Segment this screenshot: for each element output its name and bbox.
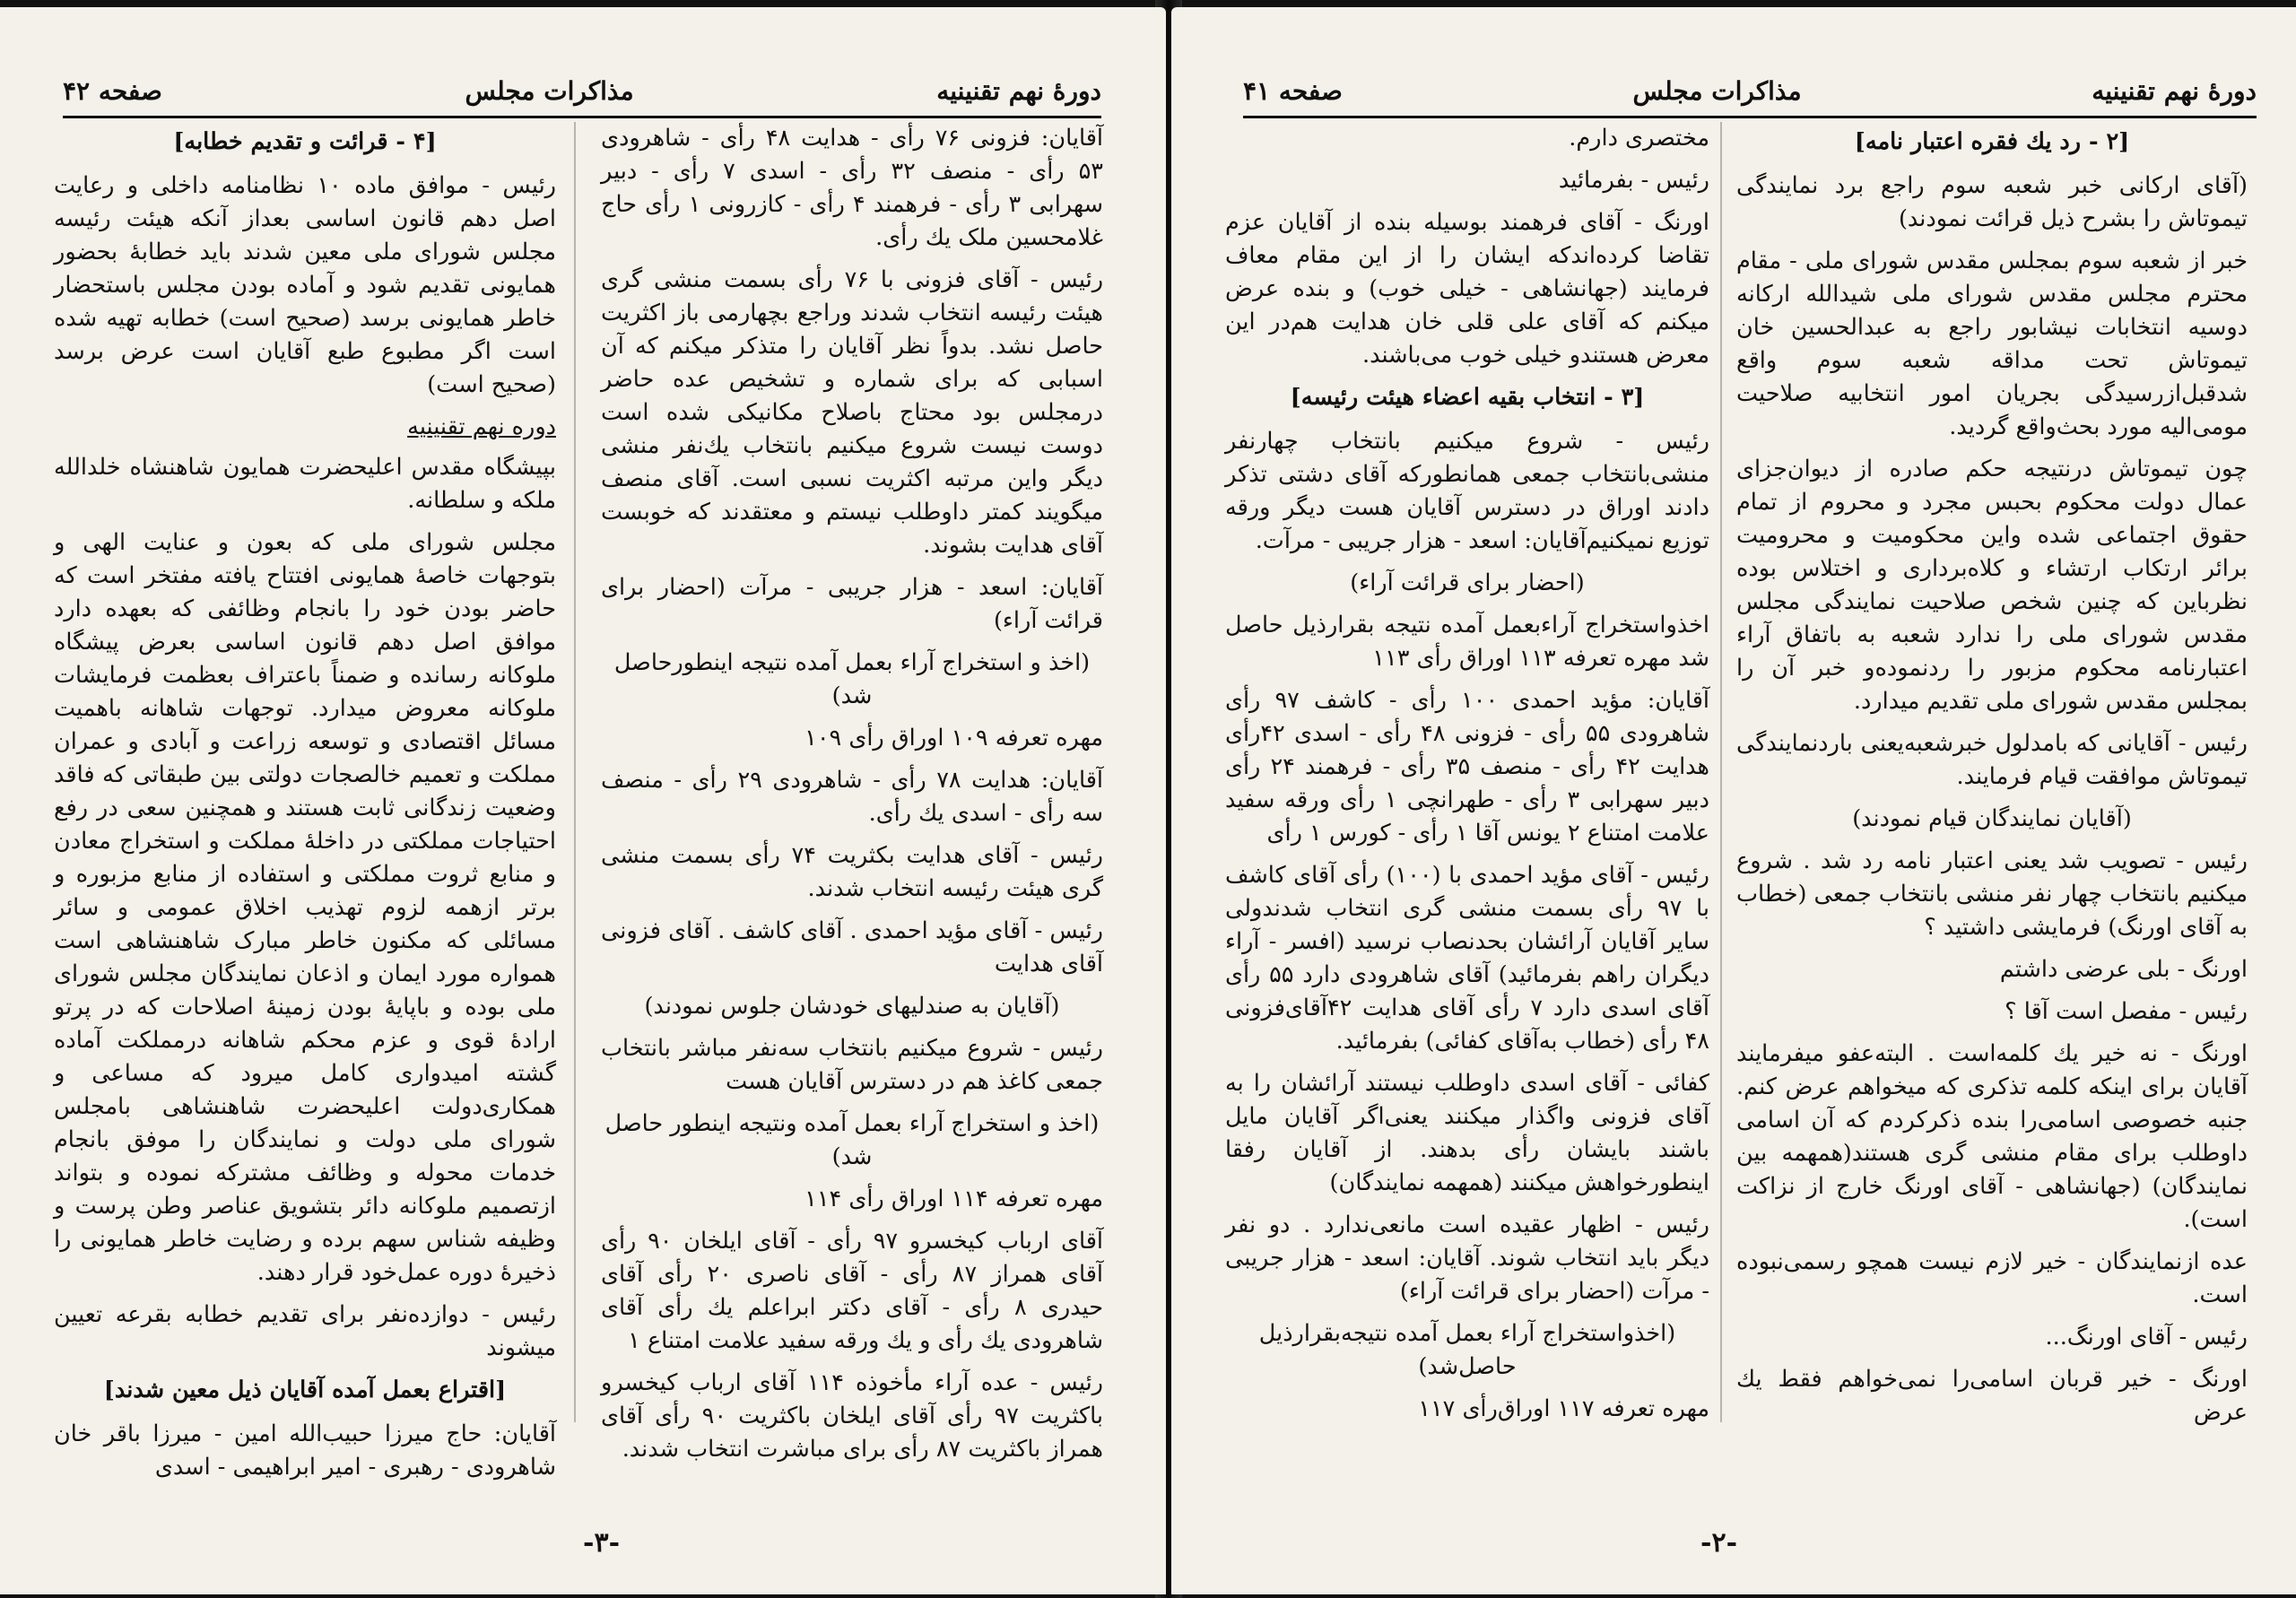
paragraph: مهره تعرفه ۱۱۴ اوراق رأی ۱۱۴ (804, 1185, 1103, 1212)
procedural-note: (اخذ و استخراج آراء بعمل آمده ونتیجه اینطور حاصل شد) (604, 1110, 1100, 1170)
page-number: -۳- (583, 1527, 621, 1559)
paragraph: آقایان: فزونی ۷۶ رأی - هدایت ۴۸ رأی - شاهرودی ۵۳ رأی - منصف ۳۲ رأی - اسدی ۷ رأی - دبیر سهرابی ۳ رأی - فرهمند ۴ رأی - کازرونی ۱ رأی حاج غلامحسین ملک یك رأی. (601, 125, 1103, 251)
procedural-note: (آقایان نمایندگان قیام نمودند) (1852, 805, 2132, 832)
paragraph: رئیس - تصویب شد یعنی اعتبار نامه رد شد . شروع میکنیم بانتخاب چهار نفر منشی بانتخاب جمعی (خطاب به آقای اورنگ) فرمایشی داشتید ؟ (1736, 847, 2248, 941)
section-heading: [۴ - قرائت و تقدیم خطابه] (173, 128, 437, 155)
text-column (601, 122, 1103, 1475)
subheading: دوره نهم تقنینیه (407, 413, 556, 440)
paragraph: مجلس شورای ملی که بعون و عنایت الهی و بتوجهات خاصهٔ همایونی افتتاح یافته مفتخر است که حاضر بودن خود را بانجام وظائفی که بعهده دارد موافق اصل دهم قانون اساسی بعرض پیشگاه ملوکانه رسانده و ضمناً باعتراف بعظمت فرمایشات ملوکانه معروض میدارد. توجهات شاهانه باهمیت مسائل اقتصادی و توسعه زراعت و آبادی و عمران مملکت و تعمیم خالصجات دولتی بین طبقاتی که فاقد وضعیت زندگانی ثابت هستند و همچنین سعی در رفع احتیاجات مملکتی در داخلهٔ مملکت و استخراج معادن و منابع ثروت مملکتی و استفاده از منابع مزبوره و برتر ازهمه لزوم تهذیب اخلاق عمومی و سائر مسائلی که مکنون خاطر مبارک شاهنشاهی است همواره مورد ایمان و اذعان نمایندگان مجلس شورای ملی بوده و باپایهٔ بودن زمینهٔ اصلاحات که در پرتو ارادهٔ قوی و عزم محکم شاهانه درمملکت آماده گشته امیدواری کامل میرود که مساعی و همکاری‌دولت اعلیحضرت شاهنشاهی بامجلس شورای ملی دولت و نمایندگان را موفق بانجام خدمات محوله و وظائف مشترکه نموده و بتواند ازتصمیم ملوکانه دائر بتشویق عناصر وطن پرست و وظیفه شناس سهم برده و رضایت خاطر همایونی را ذخیرهٔ دوره عمل‌خود قرار دهند. (54, 529, 556, 1286)
page-label: صفحه ۴۲ (63, 75, 162, 106)
header-title: مذاکرات مجلس (465, 75, 634, 106)
paragraph: رئیس - آقای مؤید احمدی . آقای کاشف . آقای فزونی آقای هدایت (601, 917, 1103, 977)
paragraph: آقایان: مؤید احمدی ۱۰۰ رأی - کاشف ۹۷ رأی شاهرودی ۵۵ رأی - فزونی ۴۸ رأی - اسدی ۴۲رأی هدایت ۴۲ رأی - منصف ۳۵ رأی - فرهمند ۲۴ رأی دبیر سهرابی ۳ رأی - طهرانچی ۱ رأی ورقه سفید علامت امتناع ۲ یونس آقا ۱ رأی - کورس ۱ رأی (1225, 687, 1709, 847)
page-number: -۲- (1700, 1527, 1738, 1559)
paragraph: رئیس - آقای فزونی با ۷۶ رأی بسمت منشی گری هیئت رئیسه انتخاب شدند وراجع بچهارمی باز اکثریت حاصل نشد. بدواً نظر آقایان را متذکر میکنم که آن اسبابی که برای شماره و تشخیص عده حاضر درمجلس بود محتاج باصلاح مکانیکی شده است دوست نیست شروع میکنیم بانتخاب یك‌نفر منشی دیگر واین مرتبه اکثریت نسبی است. آقای منصف میگویند کمتر داوطلب نیستم و معتقدند که خوبست آقای هدایت بشوند. (601, 266, 1104, 559)
paragraph: آقایان: اسعد - هزار جریبی - مرآت (احضار برای قرائت آراء) (601, 574, 1103, 634)
paragraph: رئیس - آقای اورنگ... (2045, 1324, 2248, 1350)
paragraph: خبر از شعبه سوم بمجلس مقدس شورای ملی - مقام محترم مجلس مقدس شورای ملی شیدالله ارکانه دوسیه انتخابات نیشابور راجع به عبدالحسین خان تیموتاش تحت مداقه شعبه سوم واقع شد‌قبل‌ازرسیدگی بجریان امور انتخابیه صلاحیت مومی‌الیه مورد بحث‌واقع گردید. (1736, 248, 2248, 440)
paragraph: رئیس - عده آراء مأخوذه ۱۱۴ آقای ارباب کیخسرو باکثریت ۹۷ رأی آقای ایلخان باکثریت ۹۰ رأی آقای همراز باکثریت ۸۷ رأی برای مباشرت انتخاب شدند. (601, 1369, 1103, 1463)
page-header (63, 65, 1101, 118)
procedural-note: (اخذواستخراج آراء بعمل آمده نتیجه‌بقرارذیل حاصل‌شد) (1258, 1320, 1676, 1380)
section-heading: [۳ - انتخاب بقیه اعضاء هیئت رئیسه] (1290, 384, 1645, 411)
text-column (54, 122, 556, 1493)
header-term: دورهٔ نهم تقنینیه (936, 75, 1101, 106)
paragraph: رئیس - مفصل است آقا ؟ (2005, 998, 2248, 1025)
paragraph: (آقای ارکانی خبر شعبه سوم راجع برد نمایندگی تیموتاش را بشرح ذیل قرائت نمودند) (1736, 172, 2248, 232)
procedural-note: (اخذ و استخراج آراء بعمل آمده نتیجه اینطورحاصل شد) (613, 649, 1091, 709)
paragraph: آقای ارباب کیخسرو ۹۷ رأی - آقای ایلخان ۹۰ رأی آقای همراز ۸۷ رأی - آقای ناصری ۲۰ رأی آقای حیدری ۸ رأی - آقای دکتر ابراعلم یك رأی آقای شاهرودی یك رأی و یك ورقه سفید علامت امتناع ۱ (601, 1228, 1103, 1354)
procedural-note: (احضار برای قرائت آراء) (1350, 569, 1585, 596)
paragraph: اورنگ - بلی عرضی داشتم (1999, 956, 2248, 983)
paragraph: رئیس - شروع میکنیم بانتخاب سه‌نفر مباشر بانتخاب جمعی کاغذ هم در دسترس آقایان هست (601, 1035, 1103, 1095)
page-right (1171, 7, 2296, 1594)
paragraph: اورنگ - آقای فرهمند بوسیله بنده از آقایان عزم تقاضا کرده‌اندکه ایشان را از این مقام معاف فرمایند (جهانشاهی - خیلی خوب) و بنده عرض میکنم که آقای علی قلی خان هدایت هم‌در این معرض هستندو خیلی خوب می‌باشند. (1225, 209, 1709, 369)
paragraph: عده ازنمایندگان - خیر لازم نیست همچو رسمی‌نبوده است. (1736, 1248, 2248, 1308)
paragraph: رئیس - بفرمائید (1558, 167, 1709, 194)
page-header (1243, 65, 2257, 118)
paragraph: رئیس - شروع میکنیم بانتخاب چهارنفر منشی‌بانتخاب جمعی همانطورکه آقای دشتی تذکر دادند اوراق در دسترس آقایان هست دیگر ورقه توزیع نمیکنیم‌آقایان: اسعد - هزار جریبی - مرآت. (1225, 428, 1709, 554)
paragraph: کفائی - آقای اسدی داوطلب نیستند آرائشان را به آقای فزونی واگذار میکنند یعنی‌اگر آقایان مایل باشند بایشان رأی بدهند. از آقایان رفقا اینطورخواهش میکنند (همهمه نمایندگان) (1225, 1070, 1709, 1196)
paragraph: رئیس - اظهار عقیده است مانعی‌ندارد . دو نفر دیگر باید انتخاب شوند. آقایان: اسعد - هزار جریبی - مرآت (احضار برای قرائت آراء) (1225, 1212, 1709, 1305)
paragraph: رئیس - دوازده‌نفر برای تقدیم خطابه بقرعه تعیین میشوند (54, 1301, 556, 1361)
paragraph: مختصری دارم. (1569, 125, 1709, 152)
paragraph: اورنگ - نه خیر یك کلمه‌است . البته‌عفو میفرمایند آقایان برای اینکه کلمه تذکری که میخواهم عرض کنم. جنبه خصوصی اسامی‌را بنده ذکرکردم که آن اسامی داوطلب برای مقام منشی گری هستند(همهمه بین نمایندگان) (جهانشاهی - آقای اورنگ خارج از نزاکت است). (1736, 1040, 2248, 1233)
paragraph: چون تیموتاش درنتیجه حکم صادره از دیوان‌جزای عمال دولت محکوم بحبس مجرد و محروم از تمام حقوق اجتماعی شده واین محکومیت و محرومیت برائر ارتکاب ارتشاء و کلاه‌برداری و اختلاس بوده نظرباین که چنین شخص صلاحیت نمایندگی مجلس مقدس شورای ملی را ندارد شعبه به باتفاق آراء اعتبارنامه محکوم مزبور را ردنموده‌و خبر آن را بمجلس مقدس شورای ملی تقدیم میدارد. (1736, 456, 2248, 715)
page-label: صفحه ۴۱ (1243, 75, 1343, 106)
section-heading: [اقتراع بعمل آمده آقایان ذیل معین شدند] (103, 1377, 507, 1403)
page-left (0, 7, 1166, 1594)
paragraph: رئیس - موافق ماده ۱۰ نظامنامه داخلی و رعایت اصل دهم قانون اساسی بعداز آنکه هیئت رئیسه مجلس شورای ملی معین شدند باید خطابهٔ بحضور همایونی تقدیم شود و آماده بودن مجلس باستحضار خاطر همایونی برسد (صحیح است) خطابه تهیه شده است اگر مطبوع طبع آقایان است عرض برسد (صحیح است) (54, 172, 556, 398)
header-term: دورهٔ نهم تقنینیه (2092, 75, 2257, 106)
text-column (1736, 122, 2248, 1438)
paragraph: رئیس - آقای هدایت بکثریت ۷۴ رأی بسمت منشی گری هیئت رئیسه انتخاب شدند. (601, 842, 1103, 902)
paragraph: اخذواستخراج آراءبعمل آمده نتیجه بقرارذیل حاصل شد مهره تعرفه ۱۱۳ اوراق رأی ۱۱۳ (1225, 612, 1709, 672)
section-heading: [۲ - رد یك فقره اعتبار نامه] (1854, 128, 2130, 155)
paragraph: رئیس - آقای مؤید احمدی با (۱۰۰) رأی آقای کاشف با ۹۷ رأی بسمت منشی گری انتخاب شدندولی سایر آقایان آرائشان بحدنصاب نرسید (افسر - آراء دیگران راهم بفرمائید) آقای شاهرودی دارد ۵۵ رأی آقای اسدی دارد ۷ رأی آقای هدایت ۴۲آقای‌فزونی ۴۸ رأی (خطاب به‌آقای کفائی) بفرمائید. (1225, 862, 1709, 1055)
paragraph: آقایان: هدایت ۷۸ رأی - شاهرودی ۲۹ رأی - منصف سه رأی - اسدی یك رأی. (601, 767, 1103, 827)
paragraph: بپیشگاه مقدس اعلیحضرت همایون شاهنشاه خلدالله ملکه و سلطانه. (54, 454, 556, 514)
paragraph: آقایان: حاج میرزا حبیب‌الله امین - میرزا باقر خان شاهرودی - رهبری - امیر ابراهیمی - اسدی (54, 1420, 556, 1481)
header-title: مذاکرات مجلس (1632, 75, 1802, 106)
text-column (1225, 122, 1709, 1435)
paragraph: اورنگ - خیر قربان اسامی‌را نمی‌خواهم فقط یك عرض (1736, 1366, 2248, 1426)
column-divider (574, 122, 576, 1422)
paragraph: مهره تعرفه ۱۱۷ اوراق‌رأی ۱۱۷ (1418, 1395, 1709, 1422)
column-divider (1720, 122, 1722, 1422)
paragraph: مهره تعرفه ۱۰۹ اوراق رأی ۱۰۹ (804, 725, 1103, 751)
paragraph: رئیس - آقایانی که بامدلول خبرشعبه‌یعنی باردنمایندگی تیموتاش موافقت قیام فرمایند. (1736, 730, 2248, 790)
procedural-note: (آقایان به صندلیهای خودشان جلوس نمودند) (644, 993, 1060, 1020)
